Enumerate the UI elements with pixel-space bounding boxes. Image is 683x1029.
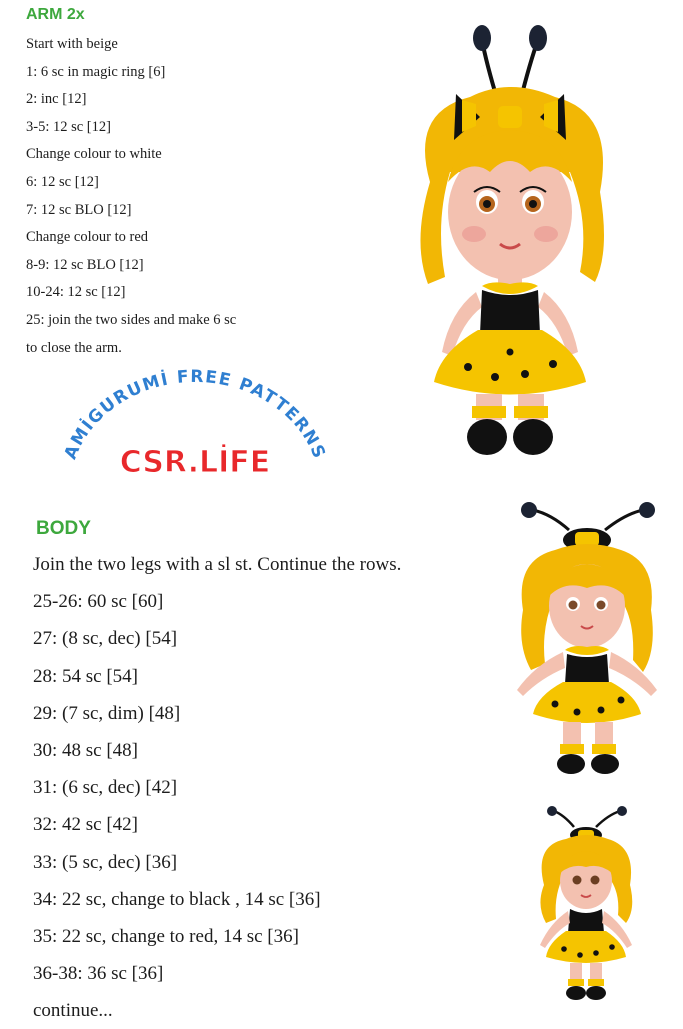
instruction-line: to close the arm. (26, 339, 122, 356)
instruction-line: continue... (33, 1000, 113, 1022)
body-section-heading: BODY (36, 518, 91, 539)
instruction-line: Start with beige (26, 36, 118, 52)
instruction-line: 31: (6 sc, dec) [42] (33, 777, 178, 799)
body-instructions (33, 546, 401, 1029)
instruction-line: Change colour to white (26, 146, 162, 163)
instruction-line: Change colour to red (26, 229, 149, 246)
arm-section-heading: ARM 2x (26, 6, 85, 23)
instruction-line: 8-9: 12 sc BLO [12] (26, 256, 144, 273)
instruction-line: 33: (5 sc, dec) [36] (33, 851, 178, 873)
instruction-line: 7: 12 sc BLO [12] (26, 201, 132, 218)
logo-arc-text: AMİGURUMİ FREE PATTERNS (60, 366, 330, 463)
doll-photo-small (530, 805, 640, 1005)
instruction-line: 32: 42 sc [42] (33, 814, 139, 836)
instruction-line: 6: 12 sc [12] (26, 173, 99, 190)
logo-site-text: CSR.LİFE (119, 445, 271, 480)
instruction-line: 36-38: 36 sc [36] (33, 963, 164, 985)
doll-photo-medium (505, 500, 665, 790)
arm-instructions (26, 31, 236, 362)
instruction-line: 35: 22 sc, change to red, 14 sc [36] (33, 925, 299, 947)
instruction-line: 10-24: 12 sc [12] (26, 284, 126, 301)
doll-photo-large (390, 22, 630, 462)
instruction-line: 3-5: 12 sc [12] (26, 118, 111, 135)
instruction-line: Join the two legs with a sl st. Continue the rows. (33, 554, 402, 575)
instruction-line: 34: 22 sc, change to black , 14 sc [36] (33, 888, 321, 910)
instruction-line: 1: 6 sc in magic ring [6] (26, 63, 166, 80)
instruction-line: 28: 54 sc [54] (33, 665, 139, 687)
instruction-line: 25-26: 60 sc [60] (33, 591, 164, 613)
instruction-line: 2: inc [12] (26, 91, 87, 108)
instruction-line: 25: join the two sides and make 6 sc (26, 311, 237, 328)
site-logo (52, 362, 342, 502)
instruction-line: 30: 48 sc [48] (33, 739, 139, 761)
instruction-line: 27: (8 sc, dec) [54] (33, 628, 178, 650)
instruction-line: 29: (7 sc, dim) [48] (33, 702, 181, 724)
